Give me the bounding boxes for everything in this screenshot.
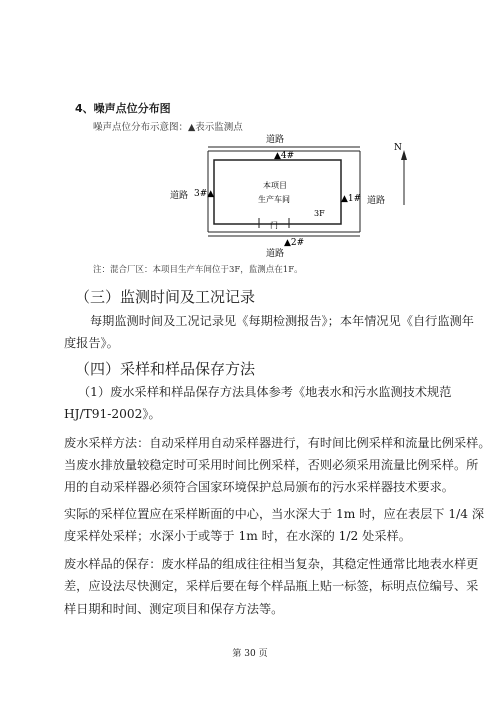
monitoring-point-2: ▲2# [284,238,305,248]
monitoring-point-1: ▲1# [341,194,362,204]
body-line: 当废水排放量较稳定时可采用时间比例采样，否则必须采用流量比例采样。所 [64,458,479,472]
body-line: HJ/T91-2002》。 [64,407,161,421]
road-label-left: 道路 [170,191,189,201]
section-3-line-2: 度报告》。 [64,336,119,350]
north-arrowhead-icon [401,150,407,160]
section-3-title: （三）监测时间及工况记录 [75,288,256,306]
section-4-title: （四）采样和样品保存方法 [75,360,256,378]
building-label-1: 本项目 [263,181,287,190]
gate-label: 门 [270,221,278,230]
noise-point-diagram [0,0,500,270]
floor-label: 3F [314,209,325,218]
body-line: 度采样处采样；水深小于或等于 1m 时，在水深的 1/2 处采样。 [64,529,411,543]
body-line: （1）废水采样和样品保存方法具体参考《地表水和污水监测技术规范 [78,385,452,399]
diagram-note: 注：混合厂区：本项目生产车间位于3F，监测点在1F。 [93,265,303,275]
section-heading-noise-map: 4、噪声点位分布图 [75,102,171,115]
body-line: 废水采样方法：自动采样用自动采样器进行，有时间比例采样和流量比例采样。 [64,436,491,450]
diagram-legend: 噪声点位分布示意图：▲表示监测点 [93,122,243,133]
page-number: 第 30 页 [232,649,268,659]
monitoring-point-3: 3#▲ [194,189,215,199]
road-label-bottom: 道路 [266,249,285,259]
body-line: 用的自动采样器必须符合国家环境保护总局颁布的污水采样器技术要求。 [64,480,454,494]
body-line: 样日期和时间、测定项目和保存方法等。 [64,602,284,616]
road-label-right: 道路 [367,196,386,206]
section-3-line-1: 每期监测时间及工况记录见《每期检测报告》；本年情况见《自行监测年 [90,314,474,328]
body-line: 实际的采样位置应在采样断面的中心，当水深大于 1m 时，应在表层下 1/4 深 [64,507,485,521]
monitoring-point-4: ▲4# [274,151,295,161]
building-label-2: 生产车间 [258,195,290,204]
body-line: 废水样品的保存：废水样品的组成往往相当复杂，其稳定性通常比地表水样更 [64,557,479,571]
road-label-top: 道路 [266,135,285,145]
north-label: N [394,143,402,153]
body-line: 差，应设法尽快测定，采样后要在每个样品瓶上贴一标签，标明点位编号、采 [64,579,479,593]
